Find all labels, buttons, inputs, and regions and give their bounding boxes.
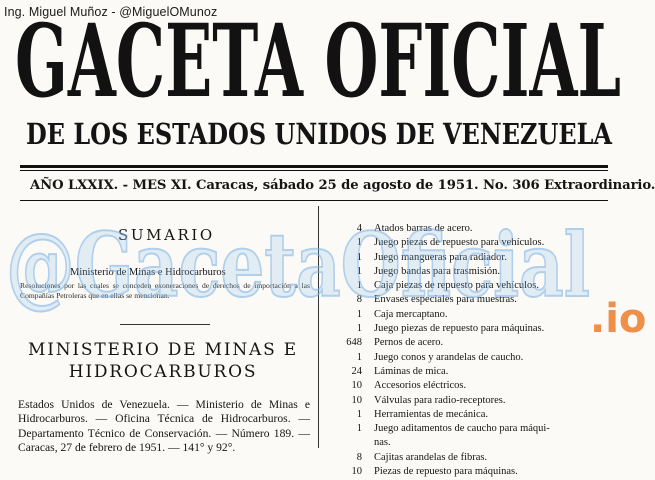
items-list xyxy=(322,223,640,480)
item-description: Envases especiales para muestras. xyxy=(374,294,517,306)
item-description: Juego mangueras para radiador. xyxy=(374,251,507,263)
list-item xyxy=(322,280,640,294)
item-quantity: 24 xyxy=(351,365,362,377)
watermark-text: @GacetaOficial xyxy=(6,213,590,317)
item-description: Láminas de mica. xyxy=(374,365,449,377)
list-item xyxy=(322,266,640,280)
issue-line: AÑO LXXIX. - MES XI. Caracas, sábado 25 de agosto de 1951. No. 306 Extraordinario. xyxy=(30,178,655,193)
list-item xyxy=(322,466,640,480)
item-quantity: 10 xyxy=(351,466,362,478)
sumario-ministry: Ministerio de Minas e Hidrocarburos xyxy=(70,267,226,278)
item-quantity: 10 xyxy=(351,394,362,406)
item-description: Atados barras de acero. xyxy=(374,223,473,234)
list-item xyxy=(322,294,640,308)
item-quantity: 8 xyxy=(356,294,362,306)
item-description: Juego piezas de repuesto para máquinas. xyxy=(374,323,545,335)
item-quantity: 1 xyxy=(356,323,362,335)
left-body-text: Estados Unidos de Venezuela. — Ministerio de Minas e Hidrocarburos. — Oficina Técnica de Hidrocarburos. — Departamento Técnico de Conservación. — Número 189. — Caracas, 27 de febrero de 1951. — 141° y 92°. xyxy=(18,398,310,455)
ministry-heading: MINISTERIO DE MINAS E HIDROCARBUROS xyxy=(28,340,298,382)
list-item xyxy=(322,452,640,466)
item-quantity: 1 xyxy=(356,280,362,292)
item-quantity: 1 xyxy=(356,237,362,249)
sumario-resolutions: Resoluciones por las cuales se conceden exoneraciones de derechos de importación a las Compañías Petroleras que en ellas se mencionan. xyxy=(20,281,310,300)
item-description: Juego bandas para trasmisión. xyxy=(374,265,500,277)
item-quantity: 1 xyxy=(356,251,362,263)
item-quantity: 8 xyxy=(356,451,362,463)
list-item xyxy=(322,380,640,394)
list-item xyxy=(322,223,640,237)
item-description: Caja mercaptano. xyxy=(374,308,448,320)
item-quantity: 10 xyxy=(351,380,362,392)
list-item xyxy=(322,366,640,380)
item-quantity: 1 xyxy=(356,308,362,320)
header-rule-thin xyxy=(20,170,608,171)
item-description: Pernos de acero. xyxy=(374,337,444,349)
item-description: nas. xyxy=(374,437,391,449)
list-item xyxy=(322,395,640,409)
sumario-rule xyxy=(120,324,210,325)
column-divider xyxy=(318,206,319,448)
item-quantity: 648 xyxy=(346,337,362,349)
list-item xyxy=(322,252,640,266)
item-description: Juego conos y arandelas de caucho. xyxy=(374,351,524,363)
masthead-subtitle xyxy=(8,117,628,157)
item-description: Piezas de repuesto para máquinas. xyxy=(374,466,518,478)
item-description: Juego aditamentos de caucho para máqui- xyxy=(374,423,550,435)
list-item xyxy=(322,409,640,423)
list-item xyxy=(322,437,640,451)
item-description: Herramientas de mecánica. xyxy=(374,408,488,420)
list-item xyxy=(322,323,640,337)
item-description: Accesorios eléctricos. xyxy=(374,380,467,392)
masthead-title-text: GACETA OFICIAL xyxy=(15,2,621,120)
header-rule-thick xyxy=(20,165,608,168)
credit-line: Ing. Miguel Muñoz - @MiguelOMunoz xyxy=(4,5,218,19)
item-description: Juego piezas de repuesto para vehículos. xyxy=(374,237,545,249)
item-description: Caja piezas de repuesto para vehículos. xyxy=(374,280,540,292)
watermark-suffix: .io xyxy=(590,296,647,342)
item-quantity: 1 xyxy=(356,423,362,435)
item-quantity: 1 xyxy=(356,351,362,363)
list-item xyxy=(322,423,640,437)
list-item xyxy=(322,352,640,366)
item-description: Cajitas arandelas de fibras. xyxy=(374,451,488,463)
masthead-subtitle-text: DE LOS ESTADOS UNIDOS DE VENEZUELA xyxy=(26,117,613,151)
item-quantity: 1 xyxy=(356,408,362,420)
list-item xyxy=(322,237,640,251)
issue-rule xyxy=(20,200,608,201)
sumario-heading: SUMARIO xyxy=(118,226,215,244)
list-item xyxy=(322,309,640,323)
item-quantity: 4 xyxy=(356,223,362,234)
list-item xyxy=(322,337,640,351)
item-description: Válvulas para radio-receptores. xyxy=(374,394,506,406)
item-quantity: 1 xyxy=(356,265,362,277)
